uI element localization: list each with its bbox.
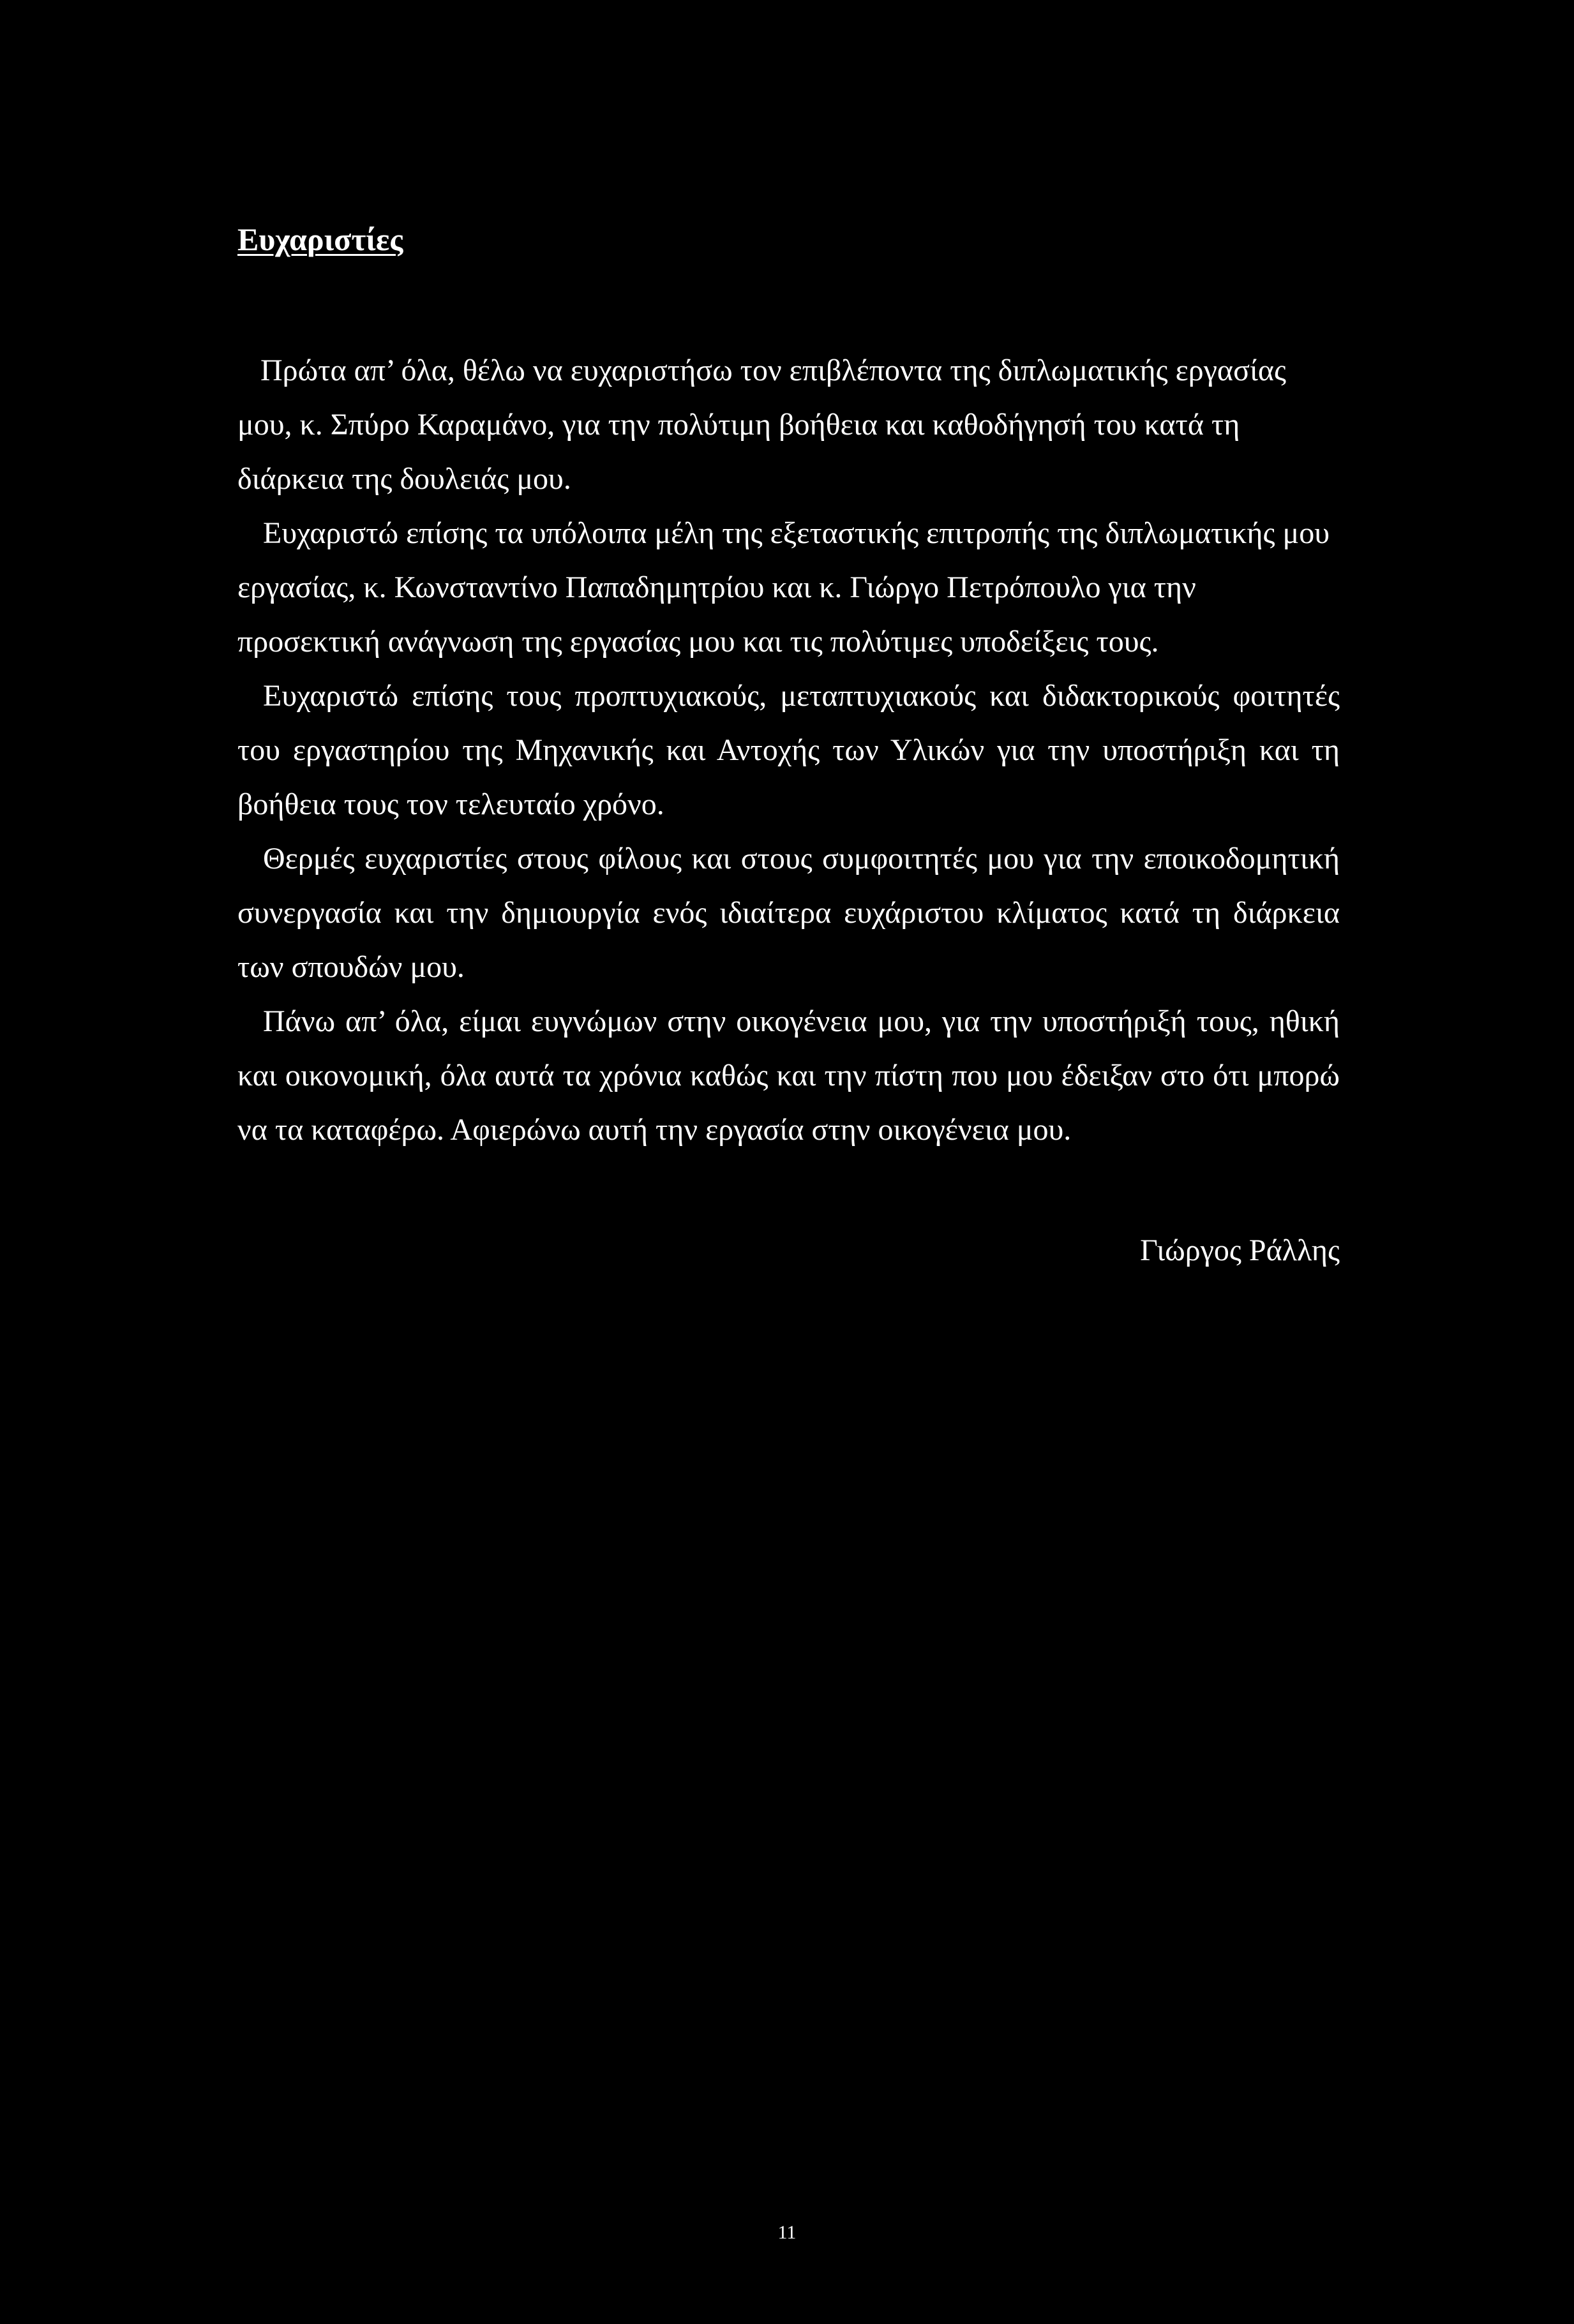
paragraph-friends: Θερμές ευχαριστίες στους φίλους και στους συμφοιτητές μου για την εποικοδομητική συνεργασία και την δημιουργία ενός ιδιαίτερα ευχάριστου κλίματος κατά τη διάρκεια των σπουδών μου. <box>237 842 1340 984</box>
paragraph-students: Ευχαριστώ επίσης τους προπτυχιακούς, μεταπτυχιακούς και διδακτορικούς φοιτητές του εργαστηρίου της Μηχανικής και Αντοχής των Υλικών για την υποστήριξη και τη βοήθεια τους τον τελευταίο χρόνο. <box>237 679 1340 821</box>
paragraph-committee: Ευχαριστώ επίσης τα υπόλοιπα μέλη της εξεταστικής επιτροπής της διπλωματικής μου εργασίας, κ. Κωνσταντίνο Παπαδημητρίου και κ. Γιώργο Πετρόπουλο για την προσεκτική ανάγνωση της εργασίας μου και τις πολύτιμες υποδείξεις τους. <box>237 516 1330 659</box>
page-title: Ευχαριστίες <box>237 221 403 257</box>
author-signature: Γιώργος Ράλλης <box>1140 1233 1340 1267</box>
page-number: 11 <box>777 2222 797 2243</box>
paragraph-family: Πάνω απ’ όλα, είμαι ευγνώμων στην οικογένεια μου, για την υποστήριξή τους, ηθική και οικονομική, όλα αυτά τα χρόνια καθώς και την πίστη που μου έδειξαν στο ότι μπορώ να τα καταφέρω. Αφιερώνω αυτή την εργασία στην οικογένεια μου. <box>237 1004 1340 1147</box>
paragraph-advisor: Πρώτα απ’ όλα, θέλω να ευχαριστήσω τον επιβλέποντα της διπλωματικής εργασίας μου, κ. Σπύρο Καραμάνο, για την πολύτιμη βοήθεια και καθοδήγησή του κατά τη διάρκεια της δουλειάς μου. <box>237 354 1287 496</box>
acknowledgements-body <box>237 343 1340 1157</box>
